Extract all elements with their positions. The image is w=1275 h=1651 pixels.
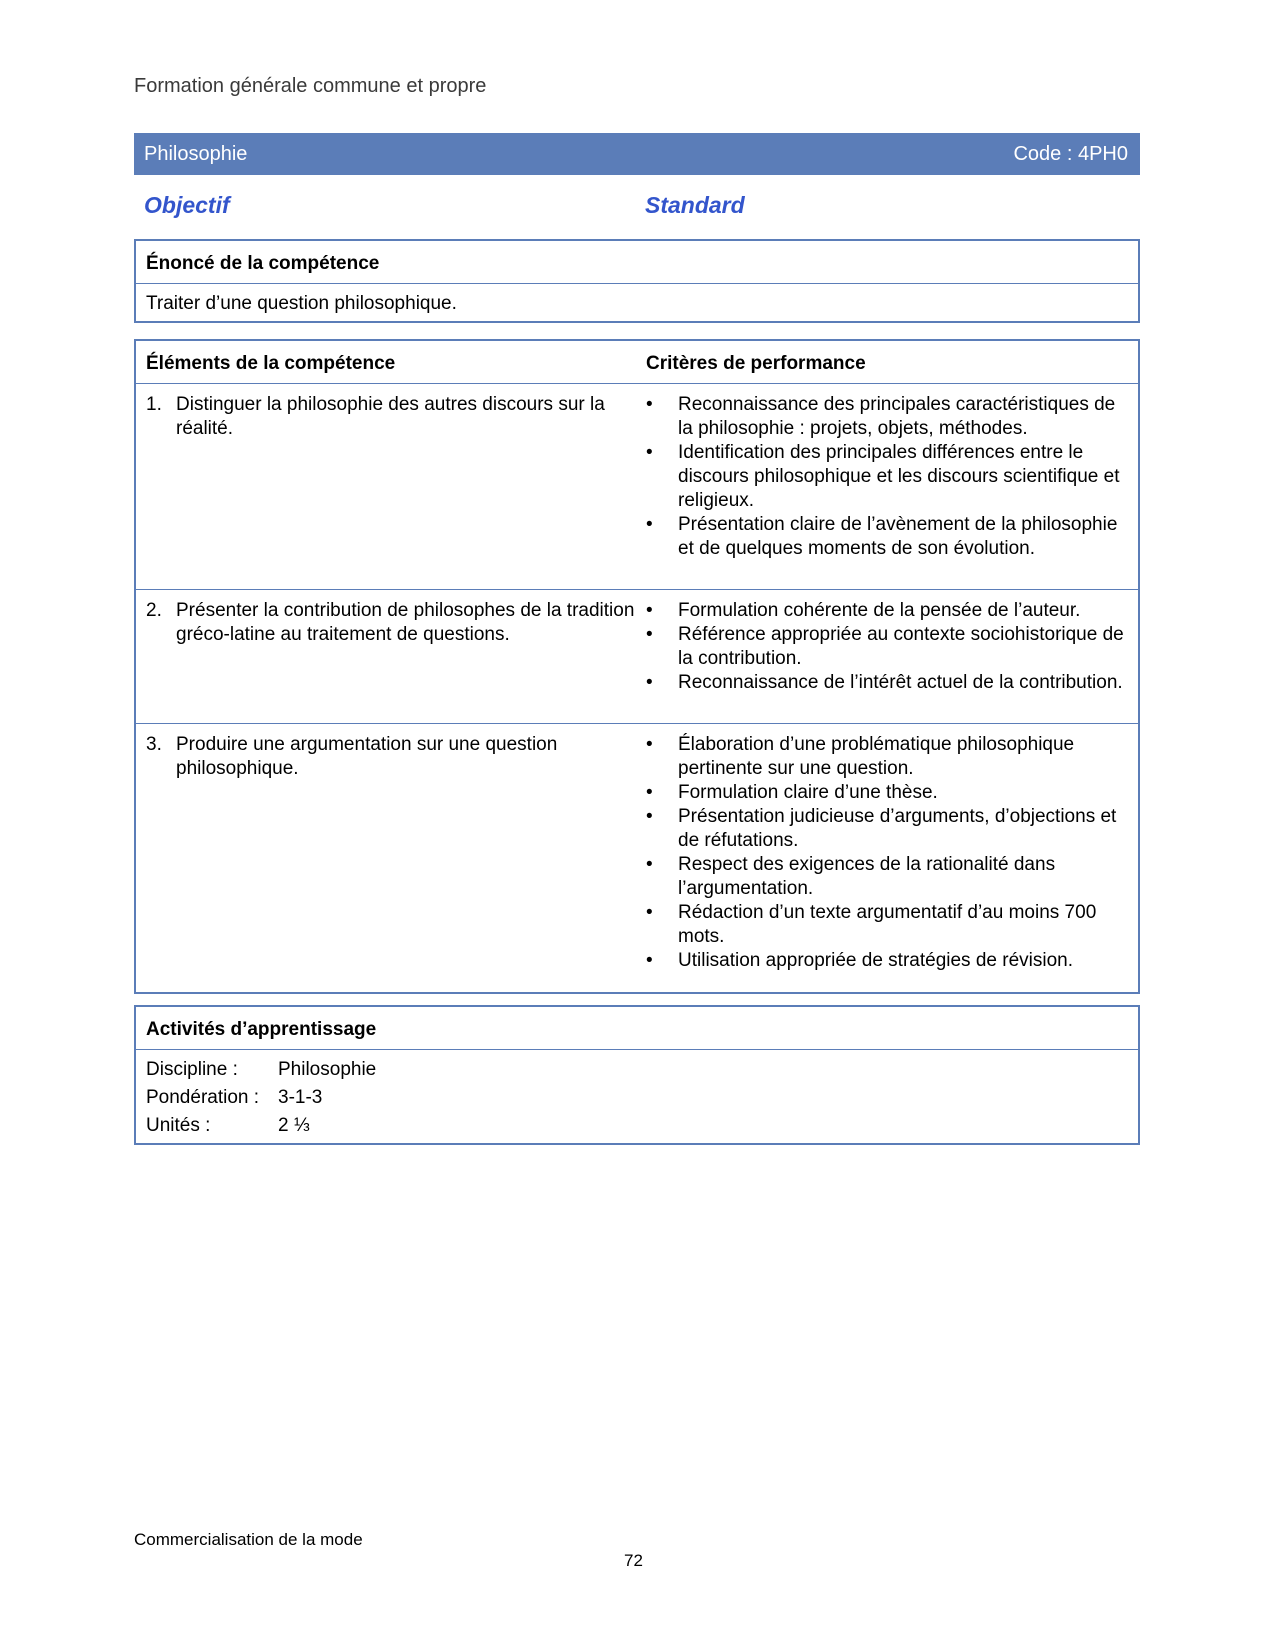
bullet-icon: • xyxy=(646,442,653,463)
list-item: • Reconnaissance des principales caractéristiques de la philosophie : projets, objets, méthodes. xyxy=(646,394,1116,439)
divider xyxy=(136,383,1138,384)
list-item: • Respect des exigences de la rationalité dans l’argumentation. xyxy=(646,854,1056,899)
footer-program: Commercialisation de la mode xyxy=(134,1530,363,1549)
bullet-icon: • xyxy=(646,806,653,827)
divider xyxy=(136,723,1138,724)
list-item: • Présentation claire de l’avènement de la philosophie et de quelques moments de son évolution. xyxy=(646,514,1118,559)
page-number: 72 xyxy=(624,1551,643,1570)
enonce-text: Traiter d’une question philosophique. xyxy=(146,293,457,314)
section-header: Formation générale commune et propre xyxy=(134,75,487,97)
activity-value: 3-1-3 xyxy=(278,1087,323,1108)
criteria-list xyxy=(646,599,1126,695)
list-item: • Formulation claire d’une thèse. xyxy=(646,782,938,803)
bullet-icon: • xyxy=(646,514,653,535)
elements-header: Éléments de la compétence xyxy=(146,353,396,374)
list-item: • Utilisation appropriée de stratégies de révision. xyxy=(646,950,1073,971)
activities-box xyxy=(134,1005,1140,1145)
element-number: 2. xyxy=(146,600,162,621)
criteria-list xyxy=(646,393,1126,561)
activity-key: Pondération : xyxy=(146,1087,260,1108)
activities-title: Activités d’apprentissage xyxy=(146,1019,377,1040)
list-item: • Identification des principales différences entre le discours philosophique et les discours scientifique et religieux. xyxy=(646,442,1120,511)
list-item: • Élaboration d’une problématique philosophique pertinente sur une question. xyxy=(646,734,1075,779)
activity-row-ponderation xyxy=(146,1087,322,1109)
activity-value: Philosophie xyxy=(278,1059,377,1080)
bullet-icon: • xyxy=(646,782,653,803)
divider xyxy=(136,1049,1138,1050)
competence-table xyxy=(134,339,1140,994)
list-item: • Présentation judicieuse d’arguments, d’objections et de réfutations. xyxy=(646,806,1117,851)
criteres-header: Critères de performance xyxy=(646,353,866,374)
bullet-icon: • xyxy=(646,394,653,415)
element-number: 1. xyxy=(146,394,162,415)
objectif-label: Objectif xyxy=(144,192,230,218)
bullet-icon: • xyxy=(646,854,653,875)
enonce-heading: Énoncé de la compétence xyxy=(146,253,380,274)
list-item: • Rédaction d’un texte argumentatif d’au moins 700 mots. xyxy=(646,902,1097,947)
element-number: 3. xyxy=(146,734,162,755)
activity-key: Unités : xyxy=(146,1115,211,1136)
criteria-list xyxy=(646,733,1126,973)
course-title-bar xyxy=(134,133,1140,175)
course-code: Code : 4PH0 xyxy=(1013,143,1128,165)
activity-row-discipline xyxy=(146,1059,376,1081)
element-text: Distinguer la philosophie des autres discours sur la réalité. xyxy=(176,394,605,439)
bullet-icon: • xyxy=(646,672,653,693)
element-text: Présenter la contribution de philosophes de la tradition gréco-latine au traitement de questions. xyxy=(176,600,635,645)
activity-row-unites xyxy=(146,1115,310,1137)
divider xyxy=(136,283,1138,284)
enonce-box xyxy=(134,239,1140,323)
list-item: • Reconnaissance de l’intérêt actuel de la contribution. xyxy=(646,672,1123,693)
element-text: Produire une argumentation sur une question philosophique. xyxy=(176,734,558,779)
activity-key: Discipline : xyxy=(146,1059,238,1080)
list-item: • Formulation cohérente de la pensée de l’auteur. xyxy=(646,600,1081,621)
divider xyxy=(136,589,1138,590)
course-name: Philosophie xyxy=(144,143,248,165)
bullet-icon: • xyxy=(646,902,653,923)
bullet-icon: • xyxy=(646,950,653,971)
activity-value: 2 ⅓ xyxy=(278,1115,310,1136)
bullet-icon: • xyxy=(646,734,653,755)
list-item: • Référence appropriée au contexte sociohistorique de la contribution. xyxy=(646,624,1124,669)
bullet-icon: • xyxy=(646,624,653,645)
bullet-icon: • xyxy=(646,600,653,621)
standard-label: Standard xyxy=(645,192,745,218)
